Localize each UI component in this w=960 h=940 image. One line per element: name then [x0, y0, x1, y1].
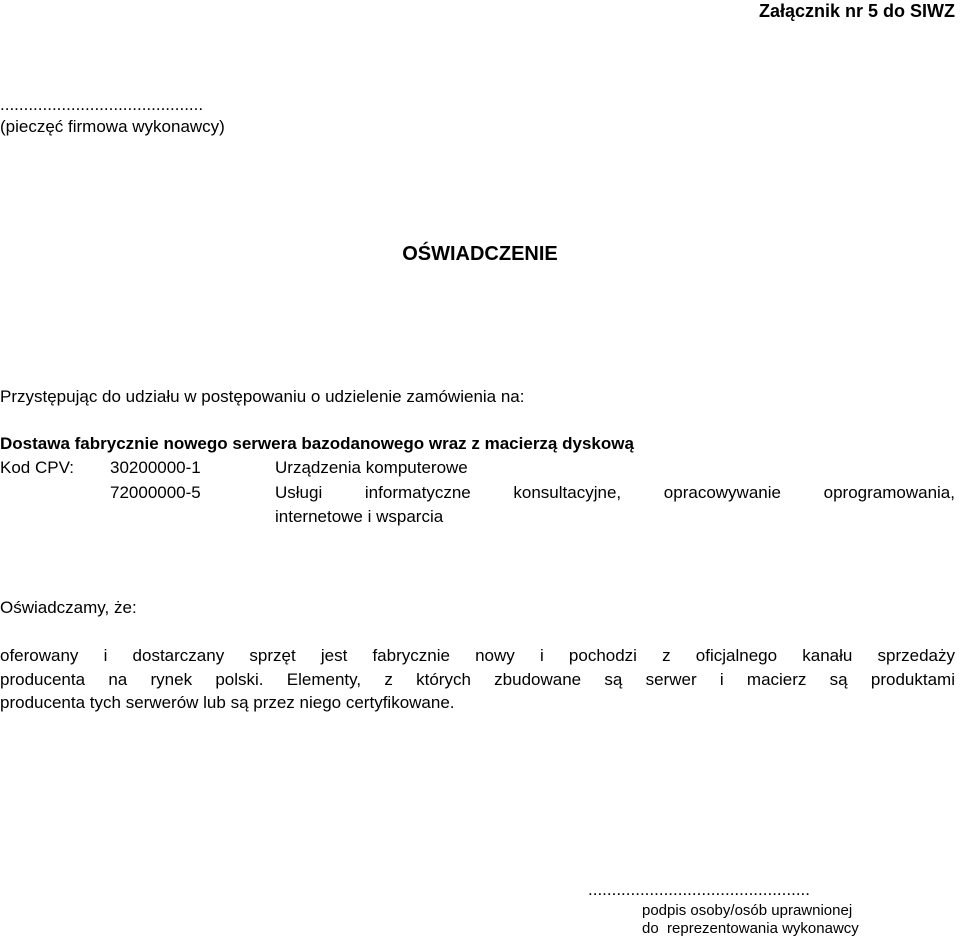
subject-text: Dostawa fabrycznie nowego serwera bazodanowego wraz z macierzą dyskową [0, 434, 634, 453]
stamp-dots: ........................................... [0, 95, 204, 114]
cpv-desc-1: Urządzenia komputerowe [275, 458, 468, 477]
signature-line-1: podpis osoby/osób uprawnionej [642, 902, 853, 919]
cpv-code-1: 30200000-1 [110, 458, 201, 477]
declaration-lead: Oświadczamy, że: [0, 598, 137, 617]
cpv-code-2: 72000000-5 [110, 483, 201, 502]
declaration-line-3: producenta tych serwerów lub są przez niego certyfikowane. [0, 693, 455, 712]
annex-label: Załącznik nr 5 do SIWZ [758, 1, 955, 21]
document-title: OŚWIADCZENIE [402, 243, 558, 265]
cpv-desc-2: Usługi informatyczne konsultacyjne, opracowywanie oprogramowania, [275, 483, 955, 502]
stamp-label: (pieczęć firmowa wykonawcy) [0, 117, 225, 136]
declaration-line-1: oferowany i dostarczany sprzęt jest fabrycznie nowy i pochodzi z oficjalnego kanału sprzedaży [0, 646, 955, 665]
cpv-label: Kod CPV: [0, 458, 75, 477]
signature-dots: ............................................... [588, 880, 810, 899]
intro-text: Przystępując do udziału w postępowaniu o udzielenie zamówienia na: [0, 387, 525, 406]
declaration-line-2: producenta na rynek polski. Elementy, z których zbudowane są serwer i macierz są produktami [0, 670, 955, 689]
signature-line-2: do reprezentowania wykonawcy [642, 920, 859, 937]
cpv-desc-2-cont: internetowe i wsparcia [275, 507, 444, 526]
